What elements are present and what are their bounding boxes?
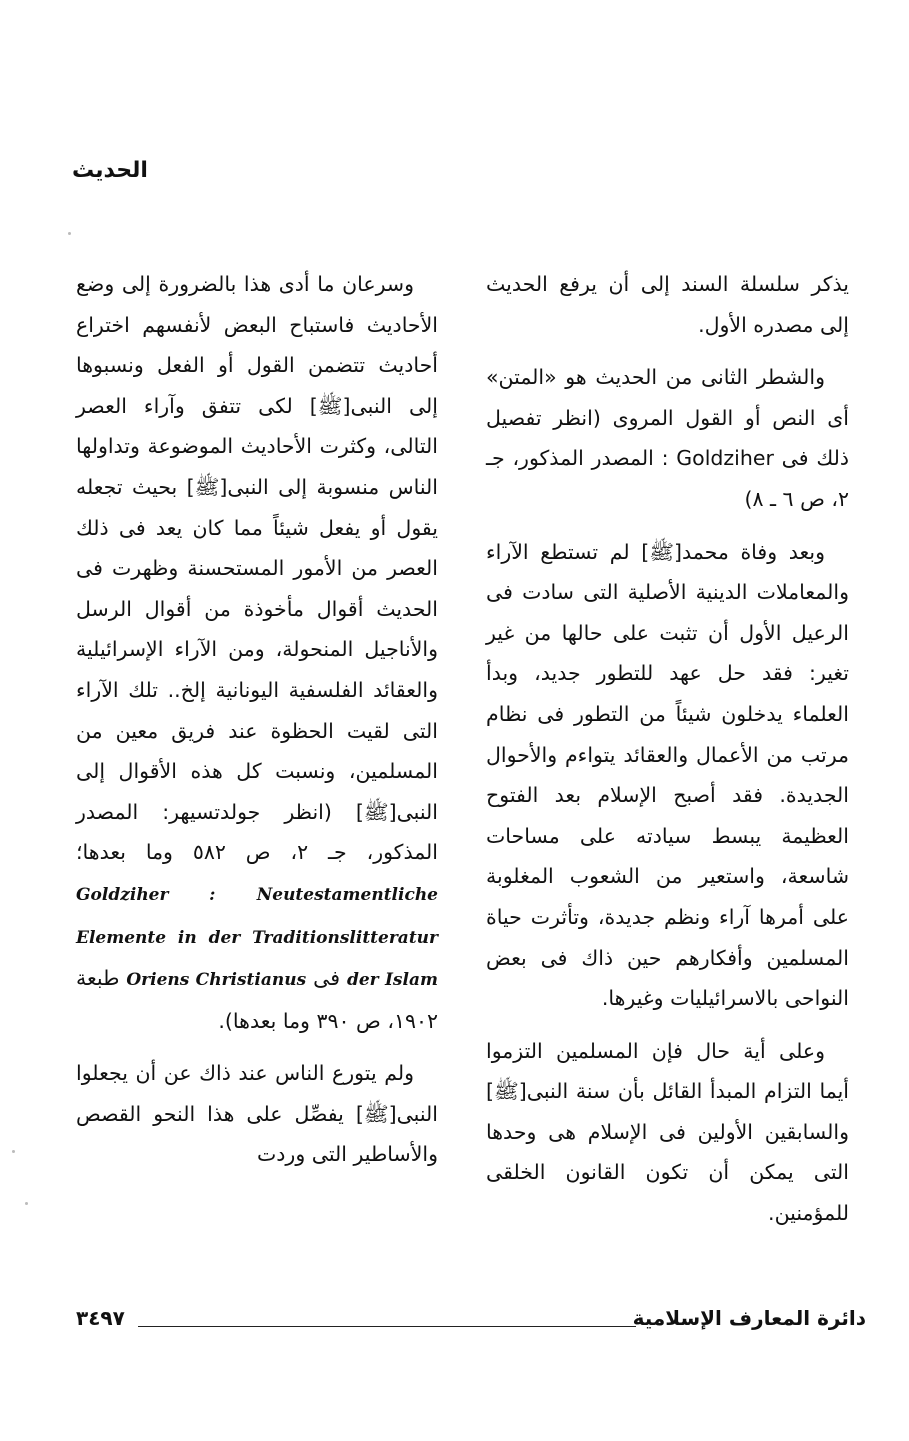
page-number: ٣٤٩٧ [76, 1306, 125, 1330]
citation-in: فى [313, 966, 341, 991]
right-paragraph-3: وبعد وفاة محمد[ﷺ] لم تستطع الآراء والمعاملات الدينية الأصلية التى سادت فى الرعيل الأول أن تثبت على حالها من غير تغير: فقد حل عهد للتطور جديد، وبدأ العلماء يدخلون شيئاً من التطور فى نظام مرتب من الأعمال والعقائد يتواءم والأحوال الجديدة. فقد أصبح الإسلام بعد الفتوح العظيمة يبسط سيادته على مساحات شاسعة، واستعير من الشعوب المغلوبة على أمرها آراء ونظم جديدة، وتأثرت حياة المسلمين وأفكارهم حين ذاك فى بعض النواحى بالاسرائيليات وغيرها. [486, 539, 849, 1011]
citation-tail: طبعة ١٩٠٢، ص ٣٩٠ وما بعدها). [76, 966, 438, 1033]
right-paragraph-2: والشطر الثانى من الحديث هو «المتن» أى النص أو القول المروى (انظر تفصيل ذلك فى Goldziher : المصدر المذكور، جـ ٢، ص ٦ ـ ٨) [486, 365, 849, 511]
scan-speck [12, 1150, 15, 1153]
right-paragraph-1: يذكر سلسلة السند إلى أن يرفع الحديث إلى مصدره الأول. [486, 272, 849, 337]
right-paragraph-4: وعلى أية حال فإن المسلمين التزموا أيما التزام المبدأ القائل بأن سنة النبى[ﷺ] والسابقين الأولين فى الإسلام هى وحدها التى يمكن أن تكون القانون الخلقى للمؤمنين. [486, 1038, 849, 1226]
citation-journal: Oriens Christianus [126, 970, 307, 991]
page-footer [76, 1306, 866, 1336]
right-text-column [486, 264, 849, 1234]
citation-author: Goldziher : [76, 884, 216, 905]
left-paragraph-1 [76, 264, 438, 1041]
left-paragraph-1-text: وسرعان ما أدى هذا بالضرورة إلى وضع الأحاديث فاستباح البعض لأنفسهم اختراع أحاديث تتضمن القول أو الفعل ونسبوها إلى النبى[ﷺ] لكى تتفق وآراء العصر التالى، وكثرت الأحاديث الموضوعة وتداولها الناس منسوبة إلى النبى[ﷺ] بحيث تجعله يقول أو يفعل شيئاً مما كان يعد فى ذلك العصر من الأمور المستحسنة وظهرت فى الحديث أقوال مأخوذة من أقوال الرسل والأناجيل المنحولة، ومن الآراء الإسرائيلية والعقائد الفلسفية اليونانية إلخ.. تلك الآراء التى لقيت الحظوة عند فريق معين من المسلمين، ونسبت كل هذه الأقوال إلى النبى[ﷺ] (انظر جولدتسيهر: المصدر المذكور، جـ ٢، ص ٥٨٢ وما بعدها؛ [76, 272, 438, 865]
scan-speck [25, 1202, 28, 1205]
footer-rule [138, 1326, 636, 1327]
scan-speck [68, 232, 71, 235]
running-header-title: الحديث [72, 158, 148, 183]
encyclopedia-name: دائرة المعارف الإسلامية [632, 1306, 866, 1330]
citation-title: Neutestamentliche Elemente in der Traditionslitteratur der Islam [76, 884, 438, 991]
left-paragraph-2: ولم يتورع الناس عند ذاك عن أن يجعلوا النبى[ﷺ] يفصِّل على هذا النحو القصص والأساطير التى وردت [76, 1061, 438, 1167]
left-text-column [76, 264, 438, 1175]
